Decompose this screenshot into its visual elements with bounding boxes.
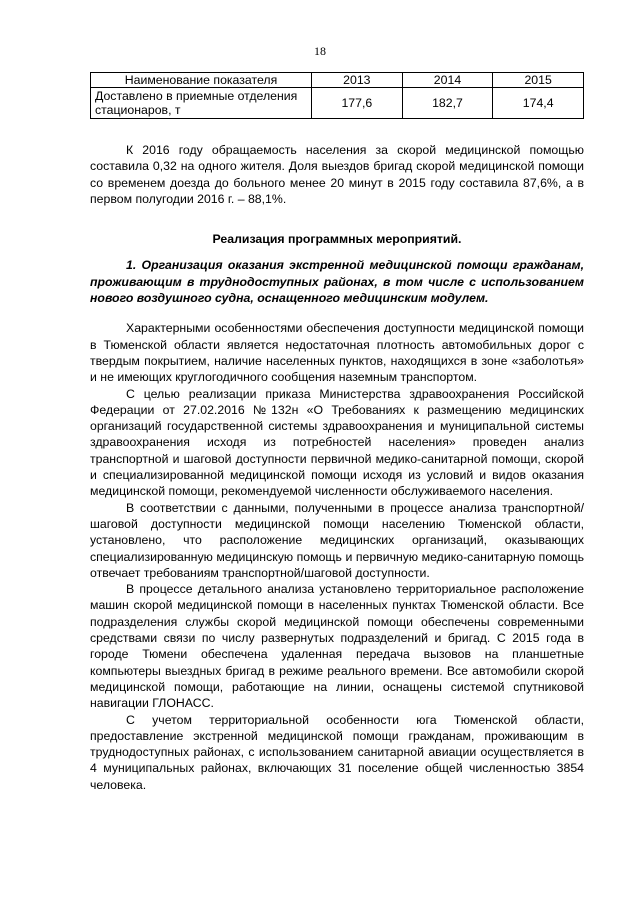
section-heading: Реализация программных мероприятий. [212, 232, 462, 247]
document-body [90, 142, 584, 793]
subsection-heading: 1. Организация оказания экстренной медицинской помощи гражданам, проживающим в труднодоступных районах, в том числе с использованием нового воздушного судна, оснащенного медицинским модулем. [90, 258, 584, 306]
table-header-cell: 2013 [312, 73, 403, 88]
page-number: 18 [314, 44, 326, 58]
paragraph: Характерными особенностями обеспечения доступности медицинской помощи в Тюменской области является недостаточная плотность автомобильных дорог с твердым покрытием, наличие населенных пунктов, находящихся в зоне «заболотья» и не имеющих круглогодичного сообщения наземным транспортом. [90, 321, 584, 385]
table-cell-value: 177,6 [312, 88, 403, 119]
table-cell-value: 182,7 [402, 88, 493, 119]
table-header-cell: Наименование показателя [91, 73, 312, 88]
paragraph: С целью реализации приказа Министерства здравоохранения Российской Федерации от 27.02.2016 №132н «О Требованиях к размещению медицинских организаций государственной системы здравоохранения и муниципальной системы здравоохранения исходя из потребностей населения» проведен анализ транспортной и шаговой доступности первичной медико-санитарной помощи, скорой и специализированной медицинской помощи исходя из условий и видов оказания медицинской помощи, рекомендуемой численности обслуживаемого населения. [90, 386, 584, 499]
paragraph: К 2016 году обращаемость населения за скорой медицинской помощью составила 0,32 на одного жителя. Доля выездов бригад скорой медицинской помощи со временем доезда до больного менее 20 минут в 2015 году составила 87,6%, а в первом полугодии 2016 г. – 88,1%. [90, 143, 584, 206]
paragraph: С учетом территориальной особенности юга Тюменской области, предоставление экстренной медицинской помощи гражданам, проживающим в труднодоступных районах, с использованием санитарной авиации осуществляется в 4 муниципальных районах, включающих 31 поселение общей численностью 3854 человека. [90, 712, 584, 792]
paragraph: В соответствии с данными, полученными в процессе анализа транспортной/шаговой доступности медицинской помощи населению Тюменской области, установлено, что расположение медицинских организаций, оказывающих специализированную медицинскую помощь и первичную медико-санитарную помощь отвечает требованиям транспортной/шаговой доступности. [90, 500, 584, 580]
table-cell-value: 174,4 [493, 88, 584, 119]
table-header-cell: 2014 [402, 73, 493, 88]
paragraph: В процессе детального анализа установлено территориальное расположение машин скорой медицинской помощи в населенных пунктах Тюменской области. Все подразделения службы скорой медицинской помощи обеспечены современными средствами связи по числу развернутых подразделений и бригад. С 2015 года в городе Тюмени обеспечена удаленная передача вызовов на планшетные компьютеры выездных бригад в режиме реального времени. Все автомобили скорой медицинской помощи, работающие на линии, оснащены системой спутниковой навигации ГЛОНАСС. [90, 582, 584, 711]
indicators-table [90, 72, 584, 119]
table-cell-name: Доставлено в приемные отделения стационаров, т [91, 88, 312, 119]
table-row [91, 88, 584, 119]
table-header-cell: 2015 [493, 73, 584, 88]
table-header-row [91, 73, 584, 88]
